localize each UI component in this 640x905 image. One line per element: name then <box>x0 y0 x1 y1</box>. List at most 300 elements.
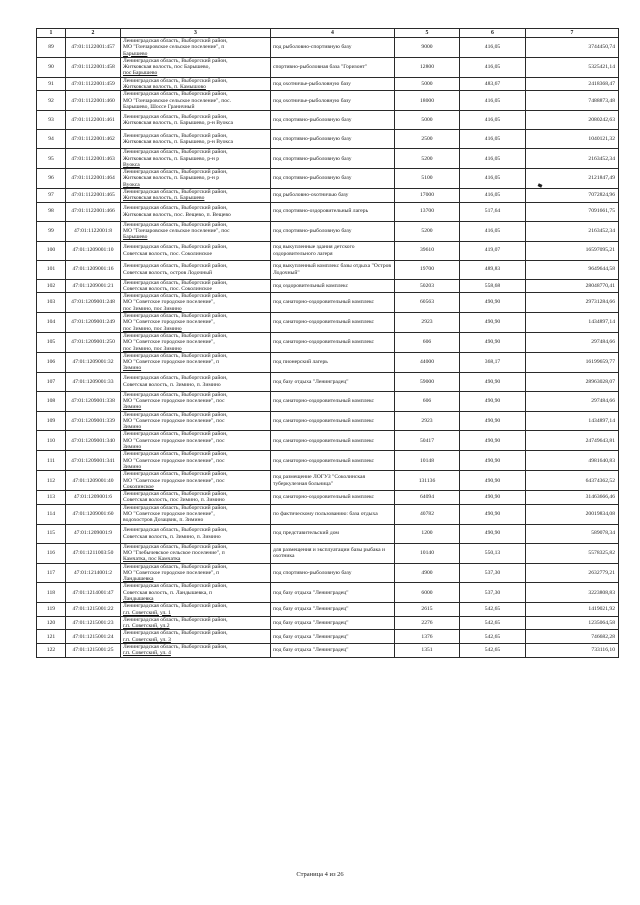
address-line: пос Зимино, пос Зимино <box>123 305 182 312</box>
cadastral-number: 47:01:1215001:24 <box>66 630 121 644</box>
specific-value: 416,05 <box>460 189 526 203</box>
address-cell <box>121 293 271 313</box>
address-line: Зимино <box>123 444 142 451</box>
address-line: Советская волость, п. Зимино, п. Зимино <box>123 533 221 540</box>
cadastral-number: 47:01:1214001:47 <box>66 583 121 603</box>
address-line: Ленинградская область, Выборгский район, <box>123 491 228 498</box>
cadastral-value: 3744450,74 <box>526 38 619 58</box>
address-line: Соколинское <box>123 483 154 490</box>
cadastral-value: 1419021,92 <box>526 603 619 617</box>
row-number: 117 <box>37 563 66 583</box>
specific-value: 416,05 <box>460 91 526 111</box>
cadastral-number: 47:01:1209001:340 <box>66 431 121 451</box>
address-cell <box>121 260 271 279</box>
table-header-row <box>37 29 619 38</box>
address-cell <box>121 57 271 77</box>
permitted-use: под базу отдыха "Ленинградец" <box>271 644 395 658</box>
cadastral-number: 47:01:1209001:9 <box>66 524 121 543</box>
address-line: Ленинградская область, Выборгский район, <box>123 471 228 478</box>
specific-value: 416,05 <box>460 38 526 58</box>
specific-value: 416,05 <box>460 57 526 77</box>
row-number: 110 <box>37 431 66 451</box>
permitted-use: под оздоровительный комплекс <box>271 279 395 293</box>
area-value: 18000 <box>395 91 460 111</box>
address-line: Советская волость, остров Лодочный <box>123 269 212 276</box>
cadastral-value: 16199659,77 <box>526 352 619 372</box>
table-row <box>37 644 619 658</box>
specific-value: 368,17 <box>460 352 526 372</box>
cadastral-value: 7072824,96 <box>526 189 619 203</box>
cadastral-number: 47:01:1214001:2 <box>66 563 121 583</box>
area-value: 39610 <box>395 241 460 260</box>
area-value: 12800 <box>395 57 460 77</box>
specific-value: 416,05 <box>460 111 526 130</box>
permitted-use: под выкупленные здания детского оздоровительного лагеря <box>271 241 395 260</box>
cadastral-number: 47:01:1122001:463 <box>66 149 121 169</box>
table-row <box>37 543 619 563</box>
address-line: Ленинградская область, Выборгский район, <box>123 279 228 286</box>
cadastral-value: 20019834,08 <box>526 504 619 524</box>
permitted-use: под рыболовно-спортивную базу <box>271 38 395 58</box>
address-line: Ленинградская область, Выборгский район, <box>123 583 228 590</box>
row-number: 90 <box>37 57 66 77</box>
address-line: г.п. Советский, ул. 3 <box>123 636 171 643</box>
address-line: Ландышевка <box>123 576 154 583</box>
table-row <box>37 202 619 221</box>
address-line: Ленинградская область, Выборгский район, <box>123 169 228 176</box>
cadastral-value: 29731284,66 <box>526 293 619 313</box>
cadastral-value: 2121847,49 <box>526 169 619 189</box>
table-row <box>37 221 619 241</box>
specific-value: 542,65 <box>460 644 526 658</box>
permitted-use: по фактическому пользованию: база отдыха <box>271 504 395 524</box>
table-row <box>37 241 619 260</box>
row-number: 109 <box>37 411 66 431</box>
address-cell <box>121 616 271 630</box>
document-sheet <box>36 28 618 658</box>
address-cell <box>121 111 271 130</box>
table-row <box>37 504 619 524</box>
address-cell <box>121 524 271 543</box>
specific-value: 490,90 <box>460 411 526 431</box>
cadastral-number: 47:01:1122001:460 <box>66 91 121 111</box>
cadastral-number: 47:01:1215001:22 <box>66 603 121 617</box>
permitted-use: под охотничье-рыболовную базу <box>271 77 395 91</box>
row-number: 92 <box>37 91 66 111</box>
row-number: 96 <box>37 169 66 189</box>
address-line: Ландышевка <box>123 596 154 602</box>
address-line: Барышево <box>123 50 148 57</box>
address-cell <box>121 189 271 203</box>
specific-value: 490,90 <box>460 504 526 524</box>
address-cell <box>121 491 271 505</box>
address-line: МО "Гончаровское сельское поселение", п <box>123 44 225 51</box>
table-row <box>37 471 619 491</box>
address-line: г.п. Советский, ул. 4 <box>123 650 171 657</box>
address-line: Житковская волость, п. Барышево <box>123 195 205 202</box>
permitted-use: под спортивно-рыболовную базу <box>271 169 395 189</box>
cadastral-number: 47:01:1209001:341 <box>66 451 121 471</box>
area-value: 606 <box>395 391 460 411</box>
cadastral-value: 5325421,14 <box>526 57 619 77</box>
specific-value: 542,65 <box>460 603 526 617</box>
table-row <box>37 111 619 130</box>
address-cell <box>121 91 271 111</box>
table-row <box>37 431 619 451</box>
permitted-use: под санаторно-оздоровительный комплекс <box>271 491 395 505</box>
cadastral-number: 47:01:1215001:25 <box>66 644 121 658</box>
area-value: 2615 <box>395 603 460 617</box>
address-line: Ленинградская область, Выборгский район, <box>123 149 228 156</box>
address-cell <box>121 221 271 241</box>
cadastral-number: 47:01:1209001:40 <box>66 471 121 491</box>
cadastral-number: 47:01:1209001:6 <box>66 491 121 505</box>
table-row <box>37 352 619 372</box>
address-line: Ленинградская область, Выборгский район, <box>123 313 228 320</box>
specific-value: 537,30 <box>460 563 526 583</box>
header-col-5: 5 <box>395 29 460 38</box>
specific-value: 483,67 <box>460 77 526 91</box>
header-col-7: 7 <box>526 29 619 38</box>
row-number: 97 <box>37 189 66 203</box>
address-cell <box>121 352 271 372</box>
table-row <box>37 260 619 279</box>
address-line: МО "Советское городское поселение", пос <box>123 457 225 464</box>
header-col-4: 4 <box>271 29 395 38</box>
address-line: МО "Советское городское поселение", п <box>123 359 220 366</box>
area-value: 2923 <box>395 411 460 431</box>
cadastral-value: 4981640,83 <box>526 451 619 471</box>
cadastral-value: 7091661,75 <box>526 202 619 221</box>
address-line: Ленинградская область, Выборгский район, <box>123 563 228 570</box>
permitted-use: под спортивно-рыболовную базу <box>271 221 395 241</box>
permitted-use: спортивно-рыболовная база "Горизонт" <box>271 57 395 77</box>
address-line: Советская волость, пос. Соколинское <box>123 250 212 257</box>
area-value: 17000 <box>395 189 460 203</box>
address-line: Вуокса <box>123 161 140 168</box>
address-line: Житковская волость, пос Барышево, <box>123 64 210 71</box>
cadastral-value: 7488873,48 <box>526 91 619 111</box>
table-row <box>37 57 619 77</box>
row-number: 121 <box>37 630 66 644</box>
permitted-use: под пионерский лагерь <box>271 352 395 372</box>
cadastral-number: 47:01:1122001:458 <box>66 57 121 77</box>
address-cell <box>121 504 271 524</box>
row-number: 103 <box>37 293 66 313</box>
table-row <box>37 169 619 189</box>
table-row <box>37 411 619 431</box>
address-line: Ленинградская область, Выборгский район, <box>123 57 228 64</box>
address-cell <box>121 372 271 391</box>
address-line: МО "Советское городское поселение", <box>123 339 215 346</box>
table-row <box>37 38 619 58</box>
permitted-use: под санаторно-оздоровительный комплекс <box>271 431 395 451</box>
specific-value: 542,65 <box>460 630 526 644</box>
table-row <box>37 332 619 352</box>
address-line: Зимино <box>123 404 142 411</box>
cadastral-value: 2163452,34 <box>526 149 619 169</box>
address-cell <box>121 471 271 491</box>
address-line: Ленинградская область, Выборгский район, <box>123 603 228 610</box>
cadastral-value: 31463666,46 <box>526 491 619 505</box>
address-line: Житковская волость, п. Камышово <box>123 84 206 91</box>
address-cell <box>121 169 271 189</box>
page-footer: Страница 4 из 26 <box>296 871 344 878</box>
row-number: 118 <box>37 583 66 603</box>
address-line: Ленинградская область, Выборгский район, <box>123 644 228 651</box>
address-line: Камчатка, пос Камчатка <box>123 556 181 563</box>
address-line: МО "Советское городское поселение", пос <box>123 477 225 484</box>
address-line: пос Зимино, пос Зимино <box>123 325 182 332</box>
address-line: Ленинградская область, Выборгский район, <box>123 411 228 418</box>
cadastral-number: 47:01:1209001:338 <box>66 391 121 411</box>
table-row <box>37 491 619 505</box>
address-line: Ленинградская область, Выборгский район, <box>123 391 228 398</box>
address-cell <box>121 603 271 617</box>
cadastral-value: 1040121,32 <box>526 130 619 149</box>
cadastral-number: 47:01:1122001:466 <box>66 202 121 221</box>
table-row <box>37 293 619 313</box>
cadastral-number: 47:01:1122001:461 <box>66 111 121 130</box>
address-cell <box>121 411 271 431</box>
address-cell <box>121 391 271 411</box>
area-value: 9000 <box>395 38 460 58</box>
permitted-use: для размещения и эксплуатации базы рыбака и охотника <box>271 543 395 563</box>
permitted-use: под охотничье-рыболовную базу <box>271 91 395 111</box>
address-line: Ленинградская область, Выборгский район, <box>123 630 228 637</box>
area-value: 64094 <box>395 491 460 505</box>
permitted-use: под базу отдыха "Ленинградец" <box>271 603 395 617</box>
table-row <box>37 77 619 91</box>
cadastral-number: 47:01:1122001:465 <box>66 189 121 203</box>
address-line: МО "Советское городское поселение", п <box>123 569 220 576</box>
row-number: 101 <box>37 260 66 279</box>
header-col-3: 3 <box>121 29 271 38</box>
cadastral-value: 64374362,52 <box>526 471 619 491</box>
address-cell <box>121 431 271 451</box>
cadastral-number: 47:01:1211003:50 <box>66 543 121 563</box>
permitted-use: под санаторно-оздоровительный комплекс <box>271 293 395 313</box>
row-number: 94 <box>37 130 66 149</box>
header-col-2: 2 <box>66 29 121 38</box>
cadastral-number: 47:01:1209001:248 <box>66 293 121 313</box>
address-line: МО "Советское городское поселение", пос <box>123 417 225 424</box>
permitted-use: под санаторно-оздоровительный комплекс <box>271 313 395 333</box>
row-number: 114 <box>37 504 66 524</box>
area-value: 10140 <box>395 543 460 563</box>
address-line: МО "Советское городское поселение", пос <box>123 437 225 444</box>
cadastral-value: 2632779,21 <box>526 563 619 583</box>
address-line: МО "Советское городское поселение", <box>123 299 215 306</box>
address-line: Житковская волость, п. Барышево, р-н р <box>123 155 220 162</box>
table-row <box>37 524 619 543</box>
table-row <box>37 583 619 603</box>
row-number: 104 <box>37 313 66 333</box>
specific-value: 490,90 <box>460 332 526 352</box>
cadastral-number: 47:01:1122001:462 <box>66 130 121 149</box>
permitted-use: под спортивно-оздоровительный лагерь <box>271 202 395 221</box>
area-value: 131136 <box>395 471 460 491</box>
permitted-use: под санаторно-оздоровительный комплекс <box>271 391 395 411</box>
cadastral-number: 47:01:1209001:250 <box>66 332 121 352</box>
area-value: 4900 <box>395 563 460 583</box>
cadastral-number: 47:01:1122001:464 <box>66 169 121 189</box>
area-value: 6000 <box>395 583 460 603</box>
specific-value: 490,90 <box>460 491 526 505</box>
address-cell <box>121 130 271 149</box>
cadastral-number: 47:01:1209001:33 <box>66 372 121 391</box>
row-number: 100 <box>37 241 66 260</box>
row-number: 108 <box>37 391 66 411</box>
header-col-1: 1 <box>37 29 66 38</box>
specific-value: 416,05 <box>460 169 526 189</box>
header-col-6: 6 <box>460 29 526 38</box>
specific-value: 550,13 <box>460 543 526 563</box>
table-row <box>37 313 619 333</box>
row-number: 93 <box>37 111 66 130</box>
table-row <box>37 603 619 617</box>
permitted-use: под спортивно-рыболовную базу <box>271 563 395 583</box>
area-value: 5200 <box>395 149 460 169</box>
address-line: Ленинградская область, Выборгский район, <box>123 332 228 339</box>
address-line: Советская волость, пос. Соколинское <box>123 285 212 292</box>
area-value: 19700 <box>395 260 460 279</box>
address-line: Советская волость, пос Зимино, п. Зимино <box>123 497 225 504</box>
row-number: 89 <box>37 38 66 58</box>
permitted-use: под спортивно-рыболовную базу <box>271 130 395 149</box>
row-number: 112 <box>37 471 66 491</box>
area-value: 44000 <box>395 352 460 372</box>
address-cell <box>121 630 271 644</box>
area-value: 50203 <box>395 279 460 293</box>
row-number: 119 <box>37 603 66 617</box>
specific-value: 416,05 <box>460 130 526 149</box>
specific-value: 490,90 <box>460 293 526 313</box>
address-line: МО "Советское городское поселение", <box>123 511 215 518</box>
area-value: 2923 <box>395 313 460 333</box>
area-value: 606 <box>395 332 460 352</box>
cadastral-value: 589078,34 <box>526 524 619 543</box>
address-line: МО "Глебычевское сельское поселение", п <box>123 549 225 556</box>
table-row <box>37 149 619 169</box>
row-number: 122 <box>37 644 66 658</box>
address-line: Ленинградская область, Выборгский район, <box>123 189 228 196</box>
specific-value: 489,83 <box>460 260 526 279</box>
area-value: 59000 <box>395 372 460 391</box>
address-line: Ленинградская область, Выборгский район, <box>123 527 228 534</box>
permitted-use: под базу отдыха "Ленинградец" <box>271 372 395 391</box>
land-registry-table <box>36 28 619 658</box>
address-line: г.п. Советский, ул. 1 <box>123 609 171 616</box>
address-line: МО "Гончаровское сельское поселение", пос. <box>123 97 232 104</box>
address-line: Житковская волость, пос. Вещево, п. Вещево <box>123 211 231 218</box>
address-line: Ленинградская область, Выборгский район, <box>123 38 228 44</box>
row-number: 106 <box>37 352 66 372</box>
area-value: 1351 <box>395 644 460 658</box>
cadastral-value: 746682,28 <box>526 630 619 644</box>
table-row <box>37 91 619 111</box>
area-value: 5000 <box>395 111 460 130</box>
address-line: Советская волость, п. Ландышевка, п <box>123 589 213 596</box>
permitted-use: под базу отдыха "Ленинградец" <box>271 616 395 630</box>
area-value: 1200 <box>395 524 460 543</box>
address-line: Зимино <box>123 365 142 372</box>
row-number: 105 <box>37 332 66 352</box>
address-cell <box>121 241 271 260</box>
address-line: Ленинградская область, Выборгский район, <box>123 113 228 120</box>
cadastral-number: 47:01:1209001:21 <box>66 279 121 293</box>
table-row <box>37 391 619 411</box>
cadastral-value: 3223808,83 <box>526 583 619 603</box>
table-row <box>37 563 619 583</box>
row-number: 111 <box>37 451 66 471</box>
address-line: пос Барышево <box>123 70 158 77</box>
cadastral-number: 47:01:1122001:459 <box>66 77 121 91</box>
permitted-use: под базу отдыха "Ленинградец" <box>271 583 395 603</box>
row-number: 107 <box>37 372 66 391</box>
table-row <box>37 451 619 471</box>
permitted-use: под санаторно-оздоровительный комплекс <box>271 451 395 471</box>
cadastral-value: 1235064,58 <box>526 616 619 630</box>
specific-value: 490,90 <box>460 391 526 411</box>
row-number: 95 <box>37 149 66 169</box>
address-line: Зимино <box>123 463 142 470</box>
area-value: 5000 <box>395 77 460 91</box>
row-number: 98 <box>37 202 66 221</box>
address-line: Ленинградская область, Выборгский район, <box>123 352 228 359</box>
area-value: 13700 <box>395 202 460 221</box>
address-cell <box>121 149 271 169</box>
address-cell <box>121 332 271 352</box>
specific-value: 419,07 <box>460 241 526 260</box>
cadastral-value: 9649644,58 <box>526 260 619 279</box>
address-line: Ленинградская область, Выборгский район, <box>123 451 228 458</box>
permitted-use: под размещение ЛОГУЗ "Соколинская туберкулезная больница" <box>271 471 395 491</box>
table-row <box>37 130 619 149</box>
permitted-use: под выкупленный комплекс базы отдыха "Остров Лодочный" <box>271 260 395 279</box>
address-line: Барышево <box>123 234 148 241</box>
area-value: 5100 <box>395 169 460 189</box>
row-number: 91 <box>37 77 66 91</box>
area-value: 2500 <box>395 130 460 149</box>
area-value: 10148 <box>395 451 460 471</box>
address-line: МО "Гончаровское сельское поселение", пос <box>123 227 230 234</box>
permitted-use: под спортивно-рыболовную базу <box>271 149 395 169</box>
cadastral-value: 733116,10 <box>526 644 619 658</box>
address-line: Ленинградская область, Выборгский район, <box>123 504 228 511</box>
area-value: 5200 <box>395 221 460 241</box>
specific-value: 490,90 <box>460 471 526 491</box>
cadastral-value: 297484,66 <box>526 332 619 352</box>
specific-value: 490,90 <box>460 451 526 471</box>
address-cell <box>121 313 271 333</box>
table-row <box>37 189 619 203</box>
table-body <box>37 38 619 658</box>
address-line: Ленинградская область, Выборгский район, <box>123 132 228 139</box>
cadastral-value: 2418368,47 <box>526 77 619 91</box>
table-row <box>37 616 619 630</box>
cadastral-value: 28048770,41 <box>526 279 619 293</box>
row-number: 120 <box>37 616 66 630</box>
cadastral-number: 47:01:1209001:16 <box>66 260 121 279</box>
permitted-use: под рыболовно-охотничью базу <box>271 189 395 203</box>
specific-value: 416,05 <box>460 221 526 241</box>
specific-value: 416,05 <box>460 149 526 169</box>
table-row <box>37 630 619 644</box>
cadastral-number: 47:01:1209001:10 <box>66 241 121 260</box>
address-line: Ленинградская область, Выборгский район, <box>123 77 228 84</box>
permitted-use: под спортивно-рыболовную базу <box>271 111 395 130</box>
